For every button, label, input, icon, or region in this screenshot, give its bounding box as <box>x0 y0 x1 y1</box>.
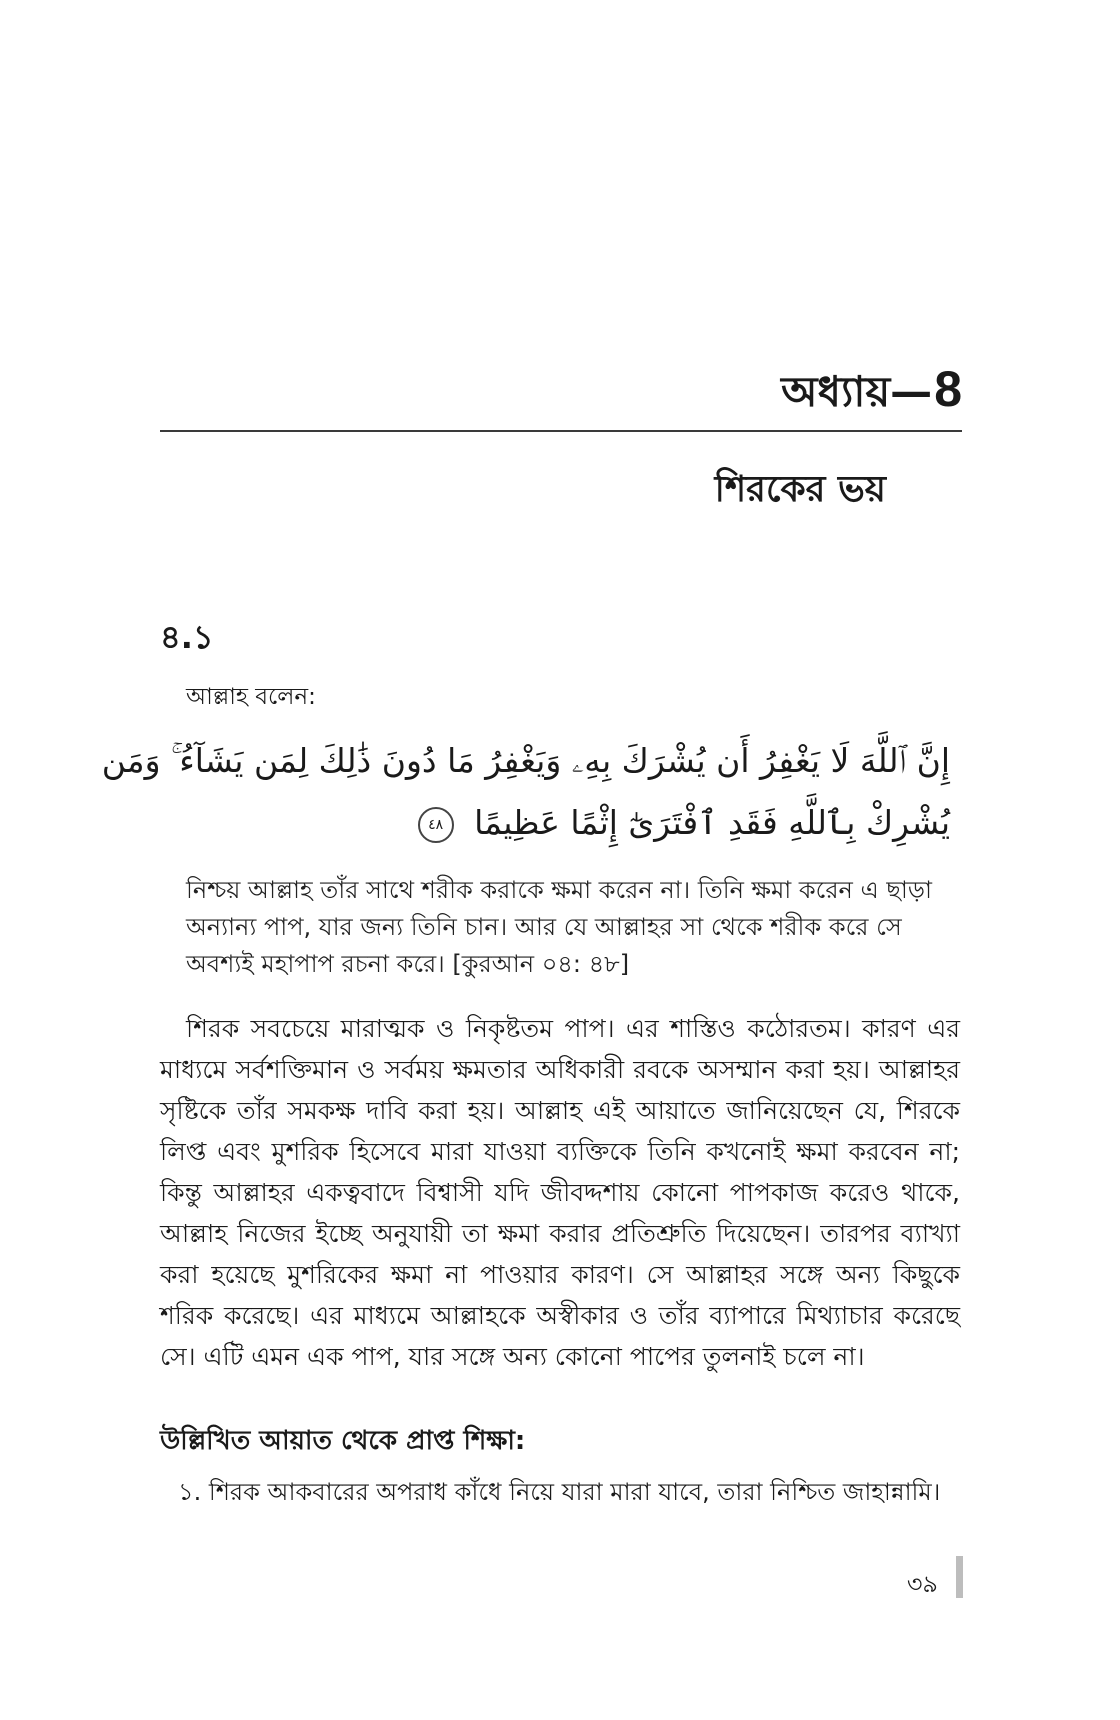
chapter-divider <box>160 430 962 432</box>
chapter-title: শিরকের ভয় <box>714 469 886 510</box>
lessons-heading: উল্লিখিত আয়াত থেকে প্রাপ্ত শিক্ষা: <box>160 1426 526 1456</box>
arabic-verse-line-2 <box>180 792 950 854</box>
chapter-number: 8 <box>934 361 962 417</box>
arabic-verse-line-2-text: يُشْرِكْ بِٱللَّهِ فَقَدِ ٱفْتَرَىٰٓ إِثْمًا عَظِيمًا <box>474 803 950 842</box>
arabic-verse <box>101 730 950 854</box>
page-number-bar <box>956 1556 963 1598</box>
ayah-number-mark: ٤٨ <box>418 807 454 843</box>
quote-intro: আল্লাহ বলেন: <box>186 684 316 710</box>
verse-translation: নিশ্চয় আল্লাহ তাঁর সাথে শরীক করাকে ক্ষমা করেন না। তিনি ক্ষমা করেন এ ছাড়া অন্যান্য পাপ, যার জন্য তিনি চান। আর যে আল্লাহর সা থেকে শরীক করে সে অবশ্যই মহাপাপ রচনা করে। [কুরআন ০৪: ৪৮] <box>186 876 932 978</box>
body-paragraph: শিরক সবচেয়ে মারাত্মক ও নিকৃষ্টতম পাপ। এর শাস্তিও কঠোরতম। কারণ এর মাধ্যমে সর্বশক্তিমান ও সর্বময় ক্ষমতার অধিকারী রবকে অসম্মান করা হয়। আল্লাহর সৃষ্টিকে তাঁর সমকক্ষ দাবি করা হয়। আল্লাহ এই আয়াতে জানিয়েছেন যে, শিরকে লিপ্ত এবং মুশরিক হিসেবে মারা যাওয়া ব্যক্তিকে তিনি কখনোই ক্ষমা করবেন না; কিন্তু আল্লাহর একত্ববাদে বিশ্বাসী যদি জীবদ্দশায় কোনো পাপকাজ করেও থাকে, আল্লাহ নিজের ইচ্ছে অনুযায়ী তা ক্ষমা করার প্রতিশ্রুতি দিয়েছেন। তারপর ব্যাখ্যা করা হয়েছে মুশরিকের ক্ষমা না পাওয়ার কারণ। সে আল্লাহর সঙ্গে অন্য কিছুকে শরিক করেছে। এর মাধ্যমে আল্লাহকে অস্বীকার ও তাঁর ব্যাপারে মিথ্যাচার করেছে সে। এটি এমন এক পাপ, যার সঙ্গে অন্য কোনো পাপের তুলনাই চলে না। <box>160 1014 960 1371</box>
page-number: ৩৯ <box>906 1570 938 1598</box>
chapter-label-text: অধ্যায়— <box>781 367 933 416</box>
lesson-item: ১. শিরক আকবারের অপরাধ কাঁধে নিয়ে যারা মারা যাবে, তারা নিশ্চিত জাহান্নামি। <box>178 1478 941 1506</box>
arabic-verse-line-1: إِنَّ ٱللَّهَ لَا يَغْفِرُ أَن يُشْرَكَ بِهِۦ وَيَغْفِرُ مَا دُونَ ذَٰلِكَ لِمَن يَشَآءُ ۚ وَمَن <box>101 741 950 780</box>
section-number: ৪.১ <box>160 618 214 656</box>
chapter-label <box>781 362 962 417</box>
